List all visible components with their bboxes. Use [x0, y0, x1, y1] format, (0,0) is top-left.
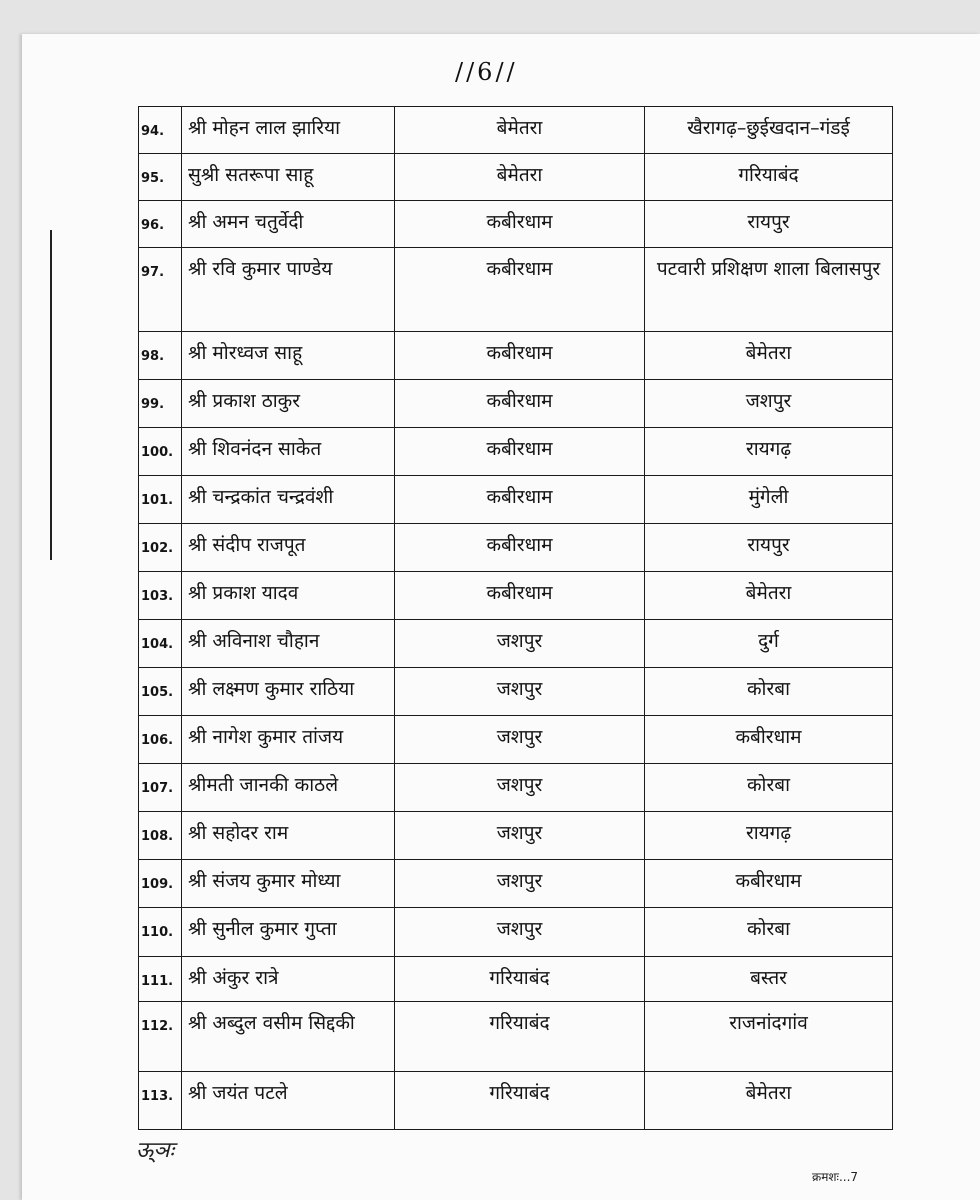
employee-name-cell: श्री अमन चतुर्वेदी: [182, 201, 395, 248]
current-posting-cell: कबीरधाम: [395, 476, 645, 524]
serial-number-cell: 106.: [139, 716, 182, 764]
serial-number-cell: 104.: [139, 620, 182, 668]
initials-signature: ऊ्ञः: [136, 1138, 175, 1163]
current-posting-cell: कबीरधाम: [395, 201, 645, 248]
new-posting-cell: रायगढ़: [645, 428, 893, 476]
table-row: [139, 248, 893, 332]
table-row: [139, 154, 893, 201]
table-row: [139, 908, 893, 957]
new-posting-cell: कोरबा: [645, 908, 893, 957]
table-row: [139, 332, 893, 380]
table-row: [139, 716, 893, 764]
serial-number-cell: 100.: [139, 428, 182, 476]
current-posting-cell: बेमेतरा: [395, 107, 645, 154]
employee-name-cell: श्री रवि कुमार पाण्डेय: [182, 248, 395, 332]
new-posting-cell: बस्तर: [645, 957, 893, 1002]
serial-number-cell: 113.: [139, 1072, 182, 1130]
serial-number-cell: 108.: [139, 812, 182, 860]
transfer-table: [138, 106, 893, 1130]
table-row: [139, 620, 893, 668]
table-row: [139, 428, 893, 476]
table-row: [139, 476, 893, 524]
serial-number-cell: 110.: [139, 908, 182, 957]
serial-number-cell: 96.: [139, 201, 182, 248]
employee-name-cell: श्री सहोदर राम: [182, 812, 395, 860]
employee-name-cell: श्री प्रकाश ठाकुर: [182, 380, 395, 428]
new-posting-cell: मुंगेली: [645, 476, 893, 524]
current-posting-cell: गरियाबंद: [395, 957, 645, 1002]
table-row: [139, 957, 893, 1002]
employee-name-cell: श्री संजय कुमार मोध्या: [182, 860, 395, 908]
employee-name-cell: श्री सुनील कुमार गुप्ता: [182, 908, 395, 957]
serial-number-cell: 105.: [139, 668, 182, 716]
current-posting-cell: जशपुर: [395, 716, 645, 764]
current-posting-cell: कबीरधाम: [395, 524, 645, 572]
new-posting-cell: बेमेतरा: [645, 1072, 893, 1130]
employee-name-cell: श्री नागेश कुमार तांजय: [182, 716, 395, 764]
new-posting-cell: पटवारी प्रशिक्षण शाला बिलासपुर: [645, 248, 893, 332]
employee-name-cell: श्री जयंत पटले: [182, 1072, 395, 1130]
serial-number-cell: 111.: [139, 957, 182, 1002]
table-row: [139, 764, 893, 812]
current-posting-cell: जशपुर: [395, 860, 645, 908]
page-number: //6//: [455, 58, 518, 86]
current-posting-cell: कबीरधाम: [395, 332, 645, 380]
table-row: [139, 1002, 893, 1072]
new-posting-cell: कोरबा: [645, 668, 893, 716]
new-posting-cell: कबीरधाम: [645, 860, 893, 908]
employee-name-cell: श्री अविनाश चौहान: [182, 620, 395, 668]
current-posting-cell: गरियाबंद: [395, 1072, 645, 1130]
employee-name-cell: श्री चन्द्रकांत चन्द्रवंशी: [182, 476, 395, 524]
new-posting-cell: जशपुर: [645, 380, 893, 428]
serial-number-cell: 97.: [139, 248, 182, 332]
new-posting-cell: कबीरधाम: [645, 716, 893, 764]
table-row: [139, 572, 893, 620]
current-posting-cell: बेमेतरा: [395, 154, 645, 201]
new-posting-cell: गरियाबंद: [645, 154, 893, 201]
current-posting-cell: कबीरधाम: [395, 428, 645, 476]
new-posting-cell: खैरागढ़–छुईखदान–गंडई: [645, 107, 893, 154]
employee-name-cell: श्री संदीप राजपूत: [182, 524, 395, 572]
serial-number-cell: 99.: [139, 380, 182, 428]
current-posting-cell: कबीरधाम: [395, 380, 645, 428]
new-posting-cell: बेमेतरा: [645, 572, 893, 620]
employee-name-cell: श्री मोरध्वज साहू: [182, 332, 395, 380]
margin-mark: [50, 230, 52, 560]
table-row: [139, 1072, 893, 1130]
new-posting-cell: रायपुर: [645, 524, 893, 572]
serial-number-cell: 101.: [139, 476, 182, 524]
new-posting-cell: बेमेतरा: [645, 332, 893, 380]
serial-number-cell: 95.: [139, 154, 182, 201]
serial-number-cell: 112.: [139, 1002, 182, 1072]
employee-name-cell: श्री प्रकाश यादव: [182, 572, 395, 620]
current-posting-cell: जशपुर: [395, 908, 645, 957]
new-posting-cell: दुर्ग: [645, 620, 893, 668]
table-row: [139, 380, 893, 428]
serial-number-cell: 98.: [139, 332, 182, 380]
current-posting-cell: जशपुर: [395, 812, 645, 860]
employee-name-cell: श्रीमती जानकी काठले: [182, 764, 395, 812]
serial-number-cell: 109.: [139, 860, 182, 908]
new-posting-cell: रायपुर: [645, 201, 893, 248]
serial-number-cell: 102.: [139, 524, 182, 572]
continued-note: क्रमशः...7: [812, 1170, 859, 1184]
current-posting-cell: जशपुर: [395, 668, 645, 716]
current-posting-cell: कबीरधाम: [395, 248, 645, 332]
employee-name-cell: सुश्री सतरूपा साहू: [182, 154, 395, 201]
new-posting-cell: राजनांदगांव: [645, 1002, 893, 1072]
new-posting-cell: कोरबा: [645, 764, 893, 812]
employee-name-cell: श्री मोहन लाल झारिया: [182, 107, 395, 154]
current-posting-cell: जशपुर: [395, 764, 645, 812]
employee-name-cell: श्री अब्दुल वसीम सिद्दकी: [182, 1002, 395, 1072]
serial-number-cell: 94.: [139, 107, 182, 154]
new-posting-cell: रायगढ़: [645, 812, 893, 860]
serial-number-cell: 107.: [139, 764, 182, 812]
table-row: [139, 860, 893, 908]
table-row: [139, 107, 893, 154]
employee-name-cell: श्री शिवनंदन साकेत: [182, 428, 395, 476]
current-posting-cell: कबीरधाम: [395, 572, 645, 620]
current-posting-cell: गरियाबंद: [395, 1002, 645, 1072]
table-row: [139, 668, 893, 716]
employee-name-cell: श्री लक्ष्मण कुमार राठिया: [182, 668, 395, 716]
table-row: [139, 524, 893, 572]
table-row: [139, 812, 893, 860]
employee-name-cell: श्री अंकुर रात्रे: [182, 957, 395, 1002]
table-row: [139, 201, 893, 248]
current-posting-cell: जशपुर: [395, 620, 645, 668]
serial-number-cell: 103.: [139, 572, 182, 620]
